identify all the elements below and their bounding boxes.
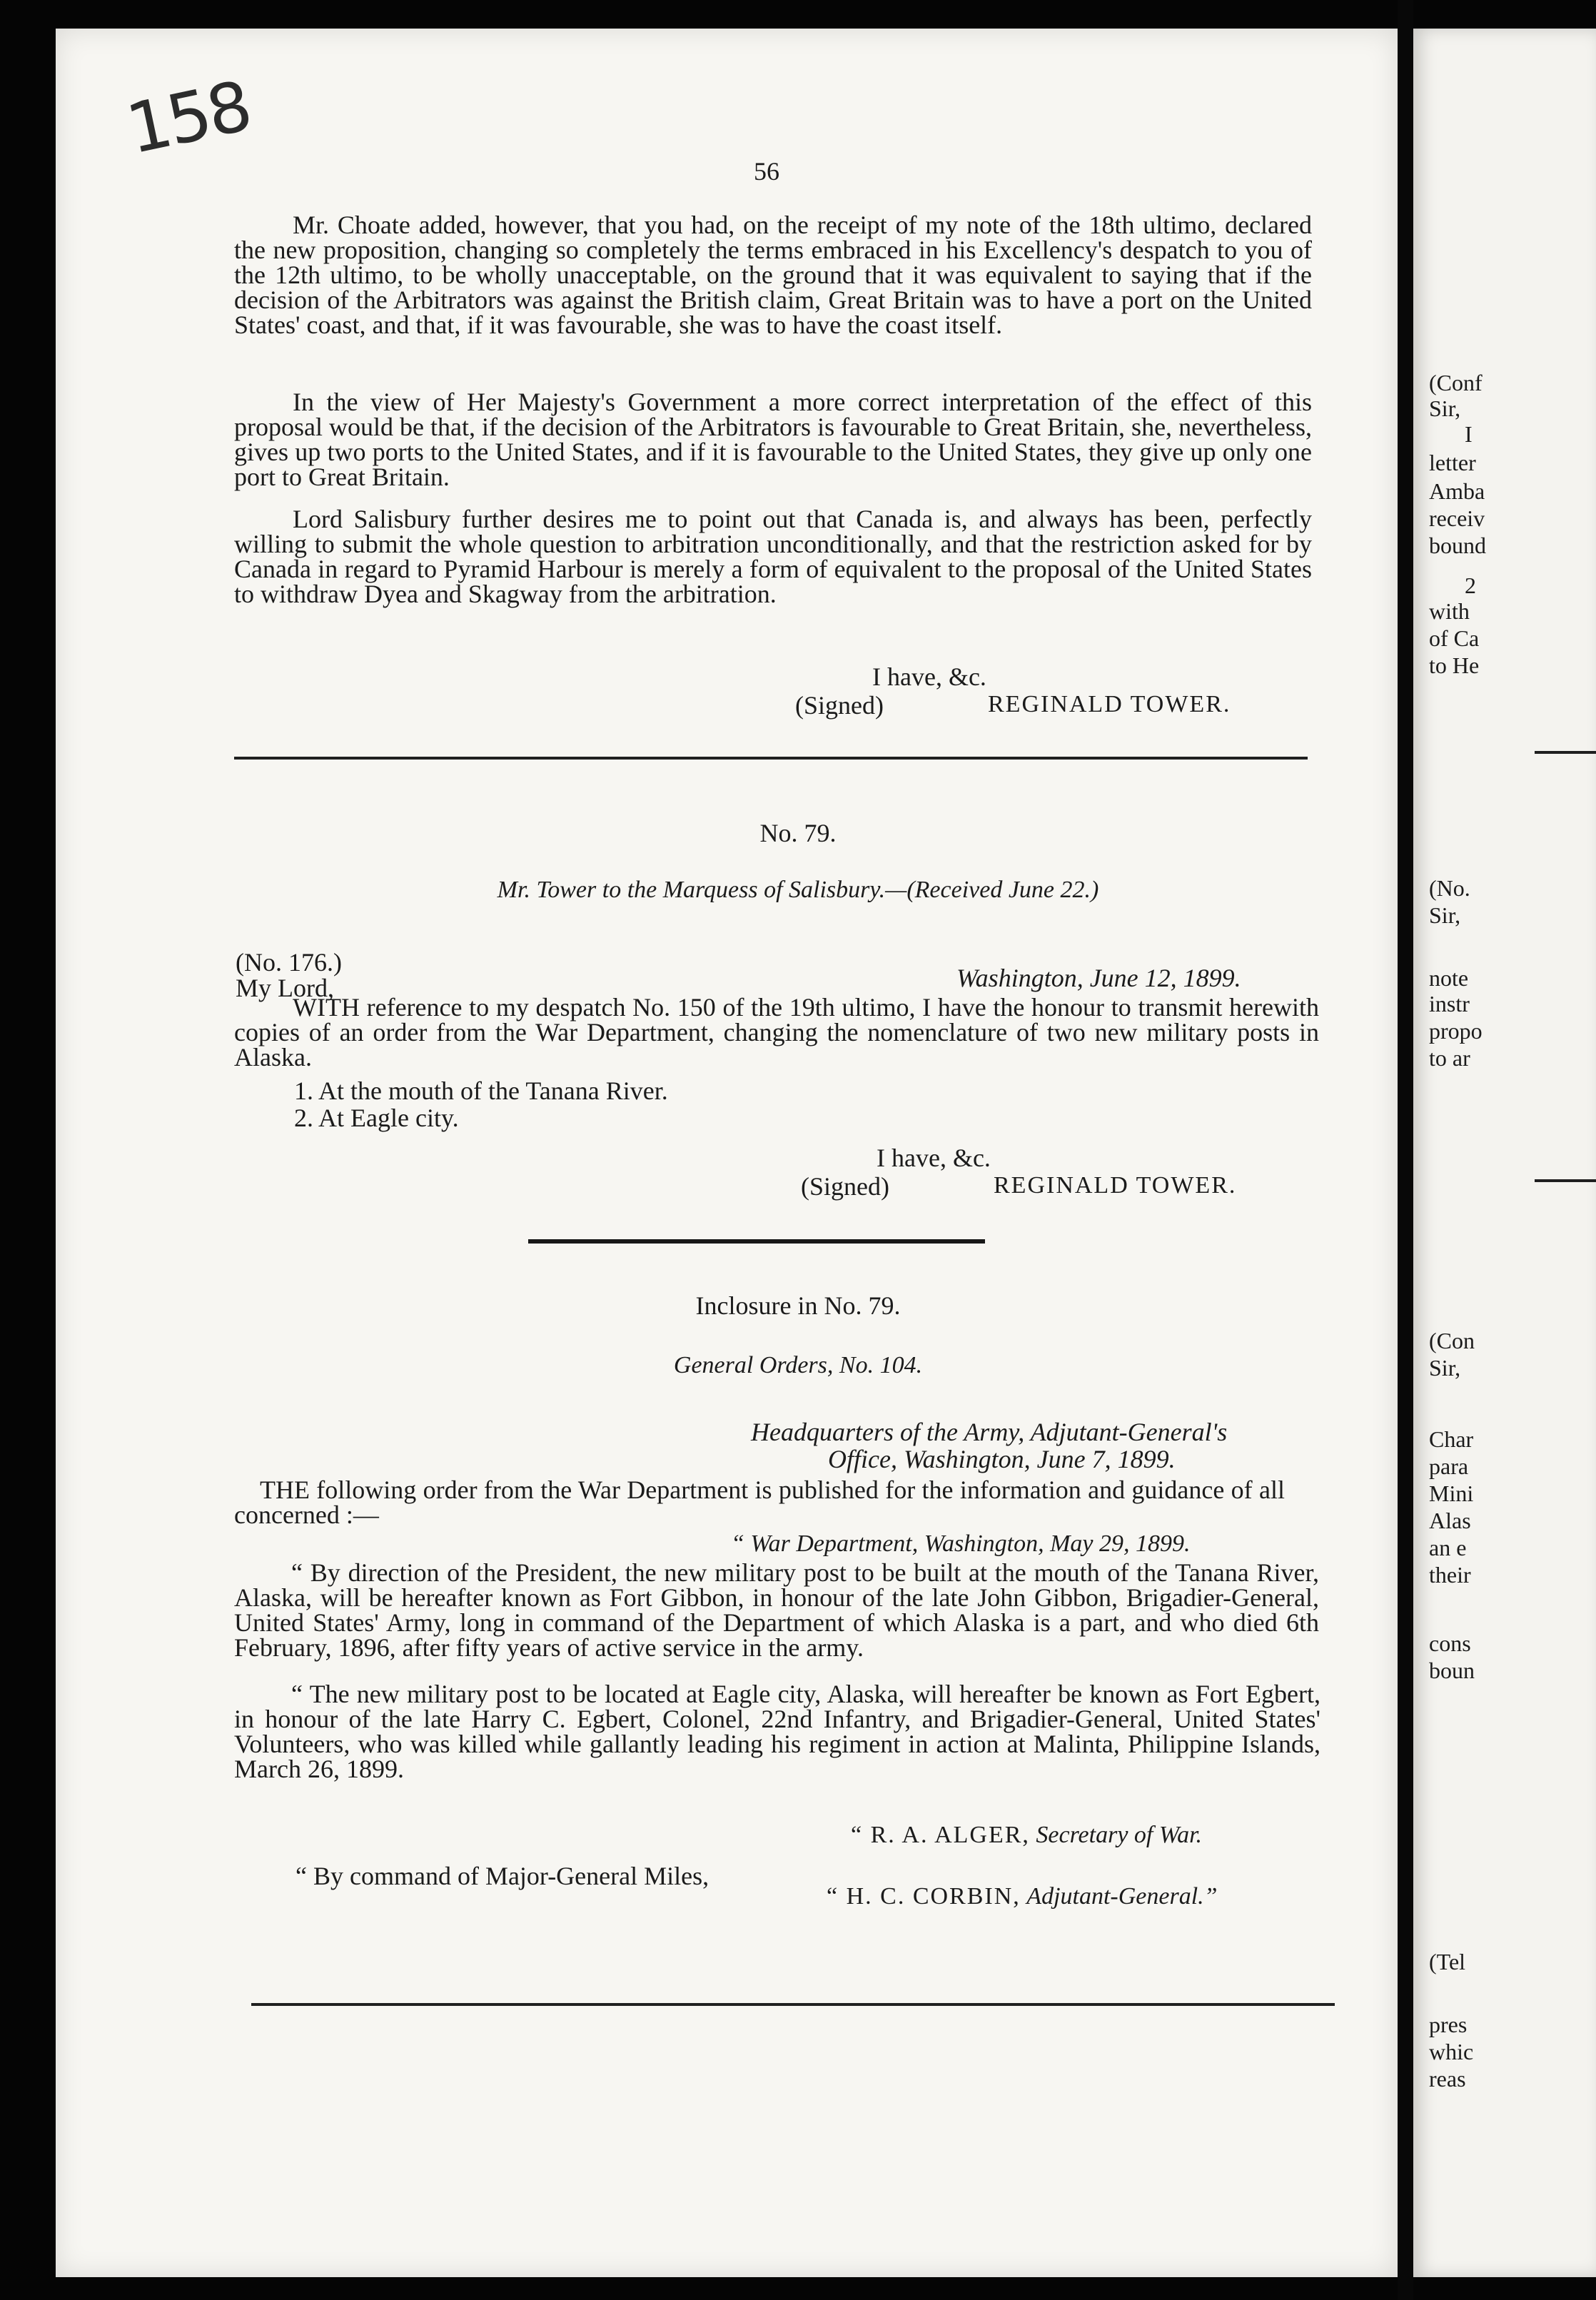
adjacent-text: note [1429, 965, 1469, 991]
adjacent-text: with [1429, 598, 1470, 624]
adjacent-text: (No. [1429, 875, 1470, 901]
adjacent-text: whic [1429, 2039, 1474, 2064]
section-divider [528, 1239, 985, 1244]
adjacent-page [1413, 29, 1596, 2277]
adjacent-text: to He [1429, 652, 1480, 678]
order-introduction: THE following order from the War Department is published for the information and guidance of all concerned :— [234, 1476, 1285, 1529]
signer-title: Secretary of War. [1036, 1822, 1203, 1848]
order-fort-egbert: “ The new military post to be located at Eagle city, Alaska, will hereafter be known as Fort Egbert, in honour of the late Harry C. Egbert, Colonel, 22nd Infantry, and Brigadier-General, United States' Volunteers, who was killed while gallantly leading his regiment in action at Malinta, Philippine Islands, March 26, 1899. [234, 1680, 1320, 1783]
scan-gutter [1398, 0, 1413, 2300]
paragraph-interpretation: In the view of Her Majesty's Government a more correct interpretation of the effect of this proposal would be that, if the decision of the Arbitrators is favourable to Great Britain, she, nevertheless, gives up two ports to the United States, and if it is favourable to the United States, they give up only one port to Great Britain. [234, 388, 1312, 491]
headquarters-line: Headquarters of the Army, Adjutant-General's [751, 1418, 1228, 1446]
adjacent-text: bound [1429, 533, 1486, 558]
handwritten-folio-number: 158 [120, 66, 256, 170]
adjacent-text: propo [1429, 1018, 1483, 1044]
heading-parties: Mr. Tower to the Marquess of Salisbury. [497, 877, 886, 903]
adjacent-divider [1535, 751, 1596, 754]
adjacent-text: pres [1429, 2012, 1468, 2037]
paragraph-choate: Mr. Choate added, however, that you had, on the receipt of my note of the 18th ultimo, declared the new proposition, changing so completely the terms embraced in his Excellency's despatch to you of the 12th ultimo, to be wholly unacceptable, on the ground that it was equivalent to saying that if the decision of the Arbitrators was against the British claim, Great Britain was to have a port on the United States' coast, and that, if it was favourable, she was to have the coast itself. [234, 211, 1312, 339]
adjacent-text: I [1465, 421, 1473, 447]
section-divider [251, 2003, 1335, 2006]
adjacent-text: boun [1429, 1658, 1475, 1683]
adjacent-text: their [1429, 1562, 1471, 1588]
page-number: 56 [754, 157, 779, 186]
war-department-dateline: “ War Department, Washington, May 29, 1899. [731, 1530, 1191, 1557]
by-command: “ By command of Major-General Miles, [296, 1862, 709, 1890]
adjacent-divider [1535, 1179, 1596, 1182]
adjacent-text: reas [1429, 2066, 1466, 2092]
adjacent-text: 2 [1465, 573, 1476, 598]
list-item: 2. At Eagle city. [294, 1104, 459, 1132]
adjacent-text: Sir, [1429, 395, 1461, 421]
signer-title: Adjutant-General.” [1026, 1883, 1218, 1910]
adjacent-text: (Con [1429, 1328, 1475, 1353]
adjacent-text: Alas [1429, 1508, 1471, 1533]
headquarters-date: Office, Washington, June 7, 1899. [828, 1445, 1176, 1473]
corbin-signature [827, 1885, 1218, 1909]
adjacent-text: Sir, [1429, 902, 1461, 928]
adjacent-text: Mini [1429, 1481, 1474, 1506]
inclosure-title: Inclosure in No. 79. [695, 1291, 901, 1320]
adjacent-text: para [1429, 1453, 1469, 1479]
signer-name: “ H. C. CORBIN, [827, 1883, 1021, 1910]
signature-name: REGINALD TOWER. [994, 1172, 1237, 1199]
list-item: 1. At the mouth of the Tanana River. [294, 1076, 668, 1105]
signature-name: REGINALD TOWER. [988, 691, 1231, 717]
despatch-reference: (No. 176.) [236, 948, 342, 977]
signed-label: (Signed) [795, 691, 884, 720]
heading-received: —(Received June 22.) [885, 877, 1099, 903]
orders-title: General Orders, No. 104. [673, 1352, 923, 1378]
adjacent-text: (Tel [1429, 1949, 1466, 1974]
signer-name: “ R. A. ALGER, [851, 1822, 1030, 1848]
document-heading [0, 877, 1596, 904]
paragraph-salisbury: Lord Salisbury further desires me to point out that Canada is, and always has been, perfectly willing to submit the whole question to arbitration unconditionally, and that the restriction asked for by Canada in regard to Pyramid Harbour is merely a form of equivalent to the proposal of the United States to withdraw Dyea and Skagway from the arbitration. [234, 505, 1312, 608]
place-date: Washington, June 12, 1899. [956, 964, 1241, 992]
adjacent-text: Sir, [1429, 1355, 1461, 1381]
adjacent-text: to ar [1429, 1045, 1470, 1071]
despatch-body: WITH reference to my despatch No. 150 of the 19th ultimo, I have the honour to transmit herewith copies of an order from the War Department, changing the nomenclature of two new military posts in Alaska. [234, 993, 1319, 1071]
adjacent-text: Char [1429, 1426, 1474, 1452]
adjacent-text: an e [1429, 1535, 1467, 1560]
document-page [56, 29, 1398, 2277]
adjacent-text: receiv [1429, 505, 1485, 531]
signed-label: (Signed) [801, 1172, 889, 1201]
adjacent-text: instr [1429, 991, 1470, 1017]
document-number: No. 79. [759, 819, 837, 847]
adjacent-text: cons [1429, 1630, 1471, 1656]
adjacent-text: (Conf [1429, 370, 1483, 395]
adjacent-text: letter [1429, 450, 1476, 475]
order-fort-gibbon: “ By direction of the President, the new military post to be built at the mouth of the Tanana River, Alaska, will be hereafter known as Fort Gibbon, in honour of the late John Gibbon, Brigadier-General, United States' Army, long in command of the Department of which Alaska is a part, and who died 6th February, 1896, after fifty years of active service in the army. [234, 1558, 1319, 1662]
closing-formula: I have, &c. [872, 662, 986, 691]
adjacent-text: of Ca [1429, 625, 1480, 651]
salutation: My Lord, [236, 974, 334, 1002]
alger-signature [851, 1823, 1202, 1847]
closing-formula: I have, &c. [877, 1144, 991, 1172]
adjacent-text: Amba [1429, 478, 1485, 504]
section-divider [234, 757, 1308, 760]
